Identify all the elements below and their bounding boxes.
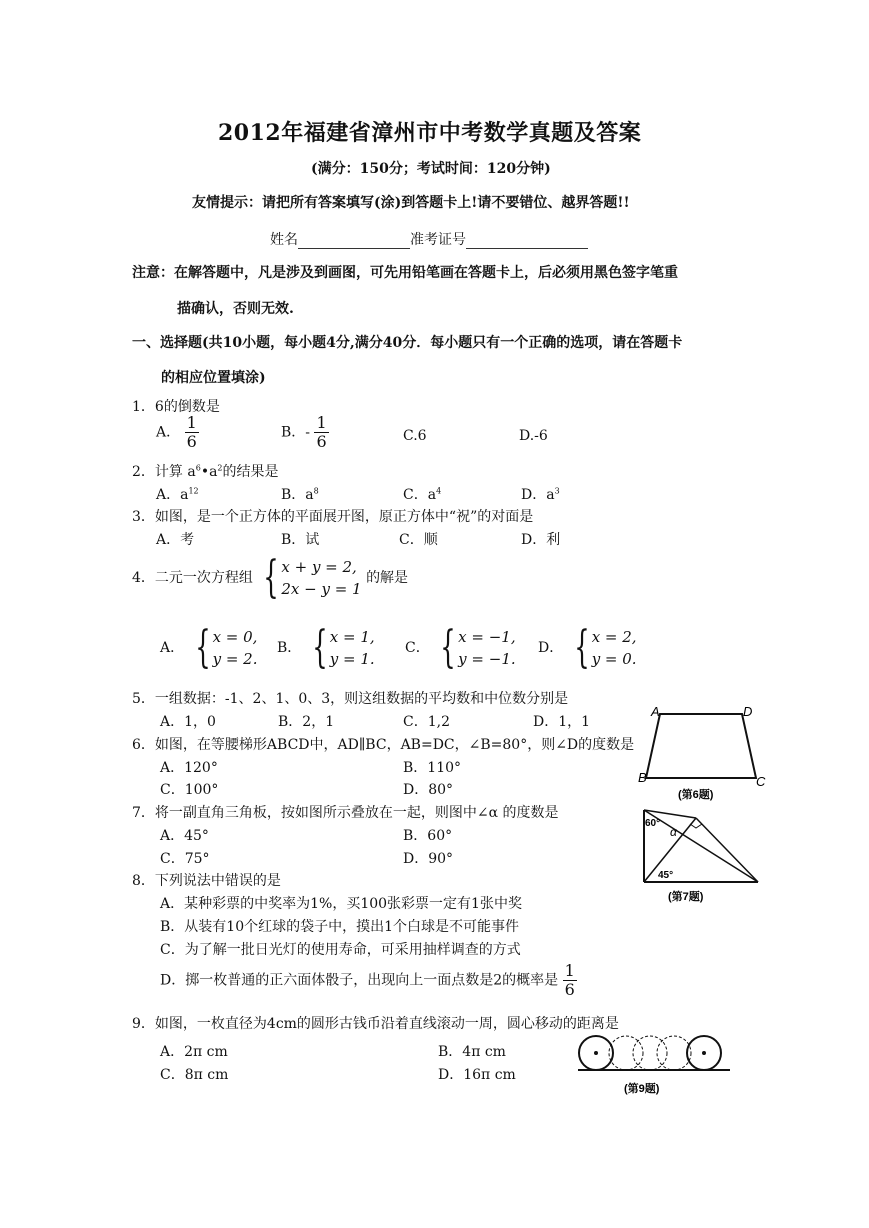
name-blank [298, 234, 410, 249]
q2-b-text: B．a [281, 487, 314, 503]
q8-d-fraction [563, 962, 577, 999]
notice-line2: 描确认，否则无效. [177, 301, 294, 317]
triangle-figure [640, 806, 764, 906]
q1-b-den: 6 [316, 432, 327, 451]
q4-d-row1: x = 2, [591, 628, 637, 646]
q4-option-a: A． { x = 0, y = 2. [160, 622, 258, 673]
q5-option-a: A．1，0 [160, 714, 216, 730]
q2-d-text: D．a [521, 487, 555, 503]
fig6-label-a: A [651, 704, 660, 719]
q2-exp2: 2 [217, 463, 223, 473]
q9-option-c: C．8π cm [160, 1067, 229, 1083]
fig9-center-start [594, 1051, 598, 1055]
q4-option-b: B． { x = 1, y = 1. [277, 622, 375, 673]
q2-a-exp: 12 [188, 486, 199, 496]
fig6-label-d: D [743, 704, 753, 719]
q7-stem: 7．将一副直角三角板，按如图所示叠放在一起，则图中∠α 的度数是 [132, 805, 559, 821]
page-title: 2012年福建省漳州市中考数学真题及答案 [218, 120, 642, 146]
fig6-caption: (第6题) [678, 789, 714, 801]
q1-a-label: A． [156, 424, 181, 441]
q1-a-den: 6 [186, 432, 197, 451]
trapezoid-shape [646, 714, 756, 778]
q2-stem-mid: •a [200, 464, 218, 480]
q8-option-d [160, 962, 577, 999]
q6-option-a: A．120° [160, 760, 218, 776]
q4-c-row1: x = −1, [458, 628, 516, 646]
q7-option-a: A．45° [160, 828, 209, 844]
q1-option-b [281, 414, 329, 451]
q4-b-row1: x = 1, [329, 628, 375, 646]
q9-option-d: D．16π cm [438, 1067, 516, 1083]
notice-line1: 注意：在解答题中，凡是涉及到画图，可先用铅笔画在答题卡上，后必须用黑色签字笔重 [132, 265, 678, 281]
q4-stem-post: 的解是 [366, 570, 409, 586]
q4-option-c: C． { x = −1, y = −1. [405, 622, 516, 673]
fig9-center-end [702, 1051, 706, 1055]
q4-a-row2: y = 2. [212, 650, 258, 668]
ticket-blank [466, 234, 588, 249]
q5-option-b: B．2，1 [278, 714, 335, 730]
q4-c-label: C． [405, 640, 430, 656]
q4-stem [132, 552, 409, 603]
trapezoid-figure [636, 700, 770, 804]
q4-d-row2: y = 0. [591, 650, 637, 668]
fig9-caption: (第9题) [624, 1083, 660, 1095]
name-label: 姓名 [270, 232, 298, 248]
q9-option-b: B．4π cm [438, 1044, 506, 1060]
q8-option-b: B．从装有10个红球的袋子中，摸出1个白球是不可能事件 [160, 919, 520, 935]
q2-stem-pre: 2．计算 a [132, 464, 196, 480]
q1-option-c: C.6 [403, 428, 427, 444]
q4-a-row1: x = 0, [212, 628, 258, 646]
q1-a-num: 1 [186, 413, 197, 432]
q2-option-d [521, 484, 560, 504]
q1-option-a [156, 414, 199, 451]
q2-c-exp: 4 [436, 486, 442, 496]
fig7-caption: (第7题) [668, 891, 704, 903]
candidate-info [270, 229, 588, 249]
q4-eq1: x + y = 2, [281, 558, 357, 576]
q7-option-b: B．60° [403, 828, 453, 844]
q8-option-c: C．为了解一批日光灯的使用寿命，可采用抽样调查的方式 [160, 942, 521, 958]
fig7-hypotenuse-2 [696, 818, 758, 882]
q1-option-d: D.-6 [519, 428, 548, 444]
q4-equation-system: { x + y = 2, 2x − y = 1 [263, 552, 362, 603]
q2-option-c [403, 484, 441, 504]
q3-option-a: A．考 [156, 532, 195, 548]
q5-stem: 5．一组数据：-1、2、1、0、3，则这组数据的平均数和中位数分别是 [132, 691, 569, 707]
q4-b-label: B． [277, 640, 302, 656]
q2-stem-post: 的结果是 [222, 464, 279, 480]
q4-d-label: D． [538, 640, 564, 656]
q3-stem: 3．如图，是一个正方体的平面展开图，原正方体中“祝”的对面是 [132, 509, 534, 525]
q1-stem: 1．6的倒数是 [132, 399, 220, 415]
q8-d-num: 1 [564, 961, 575, 980]
q2-option-b [281, 484, 319, 504]
q6-option-c: C．100° [160, 782, 219, 798]
q2-d-exp: 3 [554, 486, 560, 496]
q2-a-text: A．a [156, 487, 189, 503]
q2-b-exp: 8 [313, 486, 319, 496]
section1-line1: 一、选择题(共10小题，每小题4分,满分40分．每小题只有一个正确的选项，请在答题卡 [132, 335, 683, 351]
q3-option-b: B．试 [281, 532, 320, 548]
q4-b-row2: y = 1. [329, 650, 375, 668]
q2-option-a [156, 484, 199, 504]
q8-option-a: A．某种彩票的中奖率为1%，买100张彩票一定有1张中奖 [160, 896, 522, 912]
q4-stem-pre: 4．二元一次方程组 [132, 570, 253, 586]
fig7-label-45: 45° [658, 870, 674, 881]
fig7-short-edge [644, 810, 696, 818]
q7-option-c: C．75° [160, 851, 210, 867]
q4-c-row2: y = −1. [458, 650, 516, 668]
q3-option-d: D．利 [521, 532, 561, 548]
tip-text: 友情提示：请把所有答案填写(涂)到答题卡上!请不要错位、越界答题!! [192, 195, 630, 211]
q2-c-text: C．a [403, 487, 437, 503]
fig7-right-angle-mark [690, 824, 702, 828]
q8-d-den: 6 [564, 980, 575, 999]
coin-rolling-figure [574, 1030, 734, 1100]
q9-stem: 9．如图，一枚直径为4cm的圆形古钱币沿着直线滚动一周，圆心移动的距离是 [132, 1016, 619, 1032]
q5-option-c: C．1,2 [403, 714, 450, 730]
q1-a-fraction [185, 414, 199, 451]
ticket-label: 准考证号 [410, 232, 466, 248]
q4-option-d: D． { x = 2, y = 0. [538, 622, 637, 673]
q5-option-d: D．1，1 [533, 714, 591, 730]
q6-option-b: B．110° [403, 760, 462, 776]
q1-b-fraction [314, 414, 328, 451]
fig7-label-60: 60° [645, 818, 661, 829]
q2-exp1: 6 [195, 463, 201, 473]
q1-b-num: 1 [316, 413, 327, 432]
q6-option-d: D．80° [403, 782, 454, 798]
q2-stem [132, 461, 279, 481]
fig7-label-alpha: α [670, 825, 677, 839]
q3-option-c: C．顺 [399, 532, 438, 548]
fig6-label-c: C [756, 774, 766, 789]
q4-eq2: 2x − y = 1 [281, 580, 362, 598]
q8-stem: 8．下列说法中错误的是 [132, 873, 281, 889]
fig6-label-b: B [638, 770, 647, 785]
fig9-coin-step3 [657, 1036, 691, 1070]
q9-option-a: A．2π cm [160, 1044, 228, 1060]
q4-a-label: A． [160, 640, 185, 656]
subtitle: (满分：150分；考试时间：120分钟) [311, 161, 551, 177]
section1-line2: 的相应位置填涂) [161, 370, 266, 386]
q7-option-d: D．90° [403, 851, 454, 867]
q6-stem: 6．如图，在等腰梯形ABCD中，AD∥BC，AB=DC，∠B=80°，则∠D的度数是 [132, 737, 635, 753]
q8-d-text: D．掷一枚普通的正六面体骰子，出现向上一面点数是2的概率是 [160, 972, 559, 989]
q1-b-label: B．- [281, 424, 311, 441]
